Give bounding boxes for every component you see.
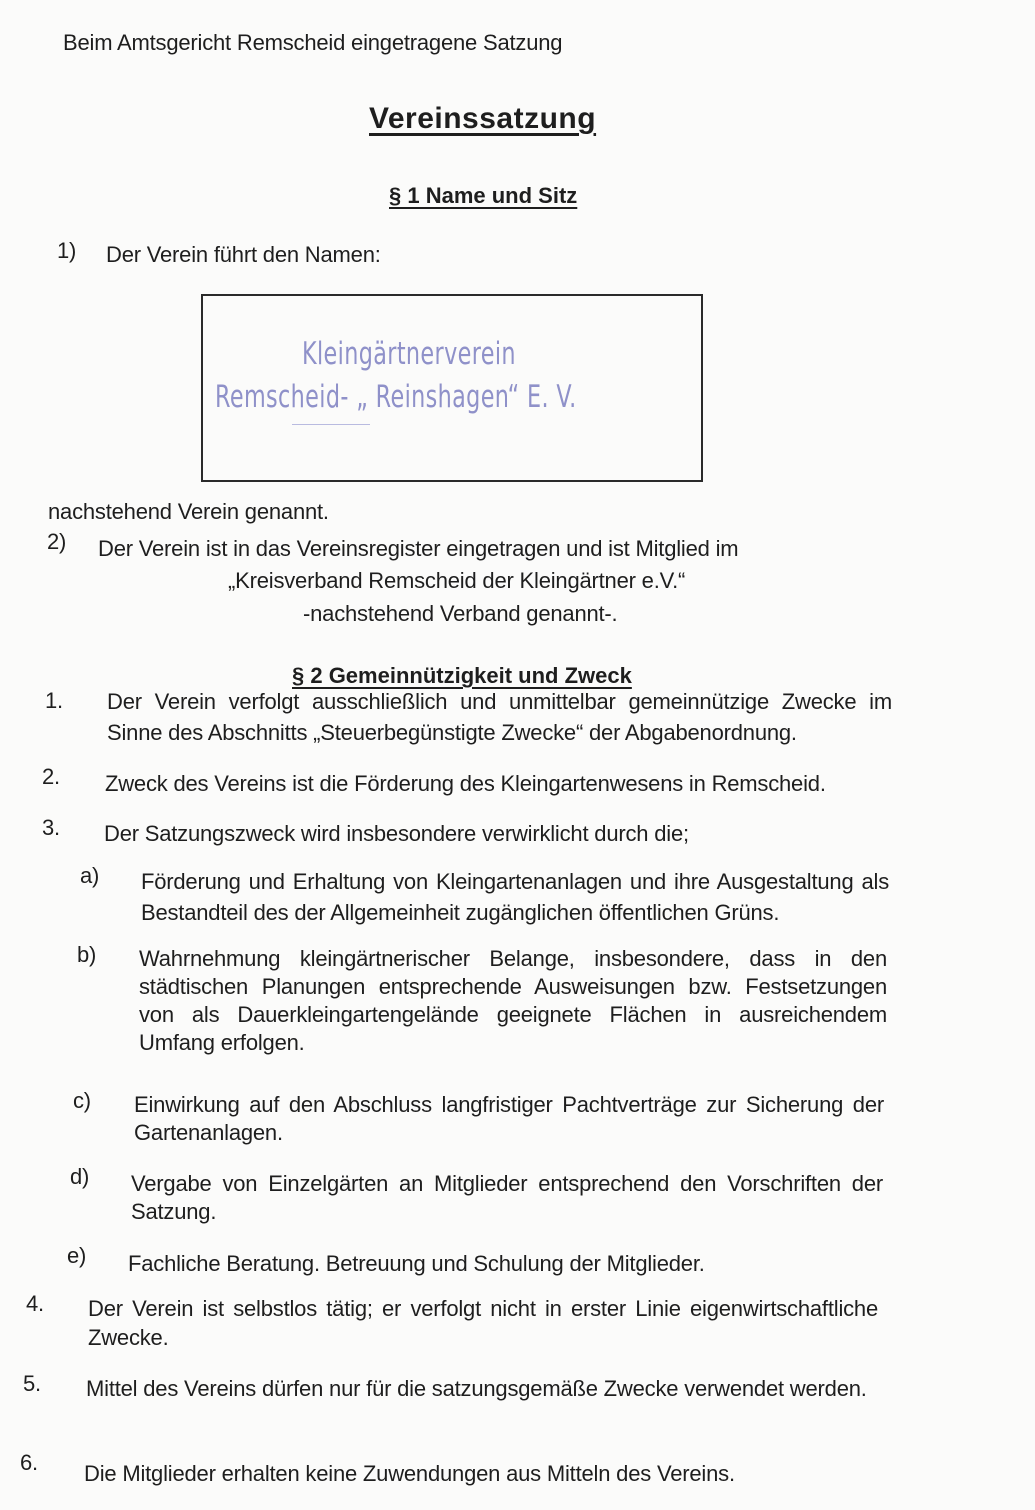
stamp-underline [292,424,370,425]
s1-item1-text: Der Verein führt den Namen: [106,242,381,267]
stamp-text-line1: Kleingärtnerverein [302,336,516,372]
s2-subitem-letter: b) [77,942,97,967]
s2-item-number: 5. [23,1371,41,1396]
s2-item-number: 3. [42,815,60,840]
s2-item-number: 2. [42,764,60,789]
s1-item2-text: Der Verein ist in das Vereinsregister eingetragen und ist Mitglied im [98,536,739,561]
s2-item-number: 4. [26,1291,44,1316]
s2-subitem-text: Einwirkung auf den Abschluss langfristiger Pachtverträge zur Sicherung der Gartenanlagen. [134,1092,884,1145]
section-2-heading: § 2 Gemeinnützigkeit und Zweck [292,663,632,688]
document-title: Vereinssatzung [369,102,597,135]
s1-after-stamp: nachstehend Verein genannt. [48,499,329,524]
s2-item-text: Der Verein ist selbstlos tätig; er verfolgt nicht in erster Linie eigenwirtschaftliche Zwecke. [88,1296,878,1350]
s2-item-number: 1. [45,688,63,713]
s2-item-text: Mittel des Vereins dürfen nur für die satzungsgemäße Zwecke verwendet werden. [86,1376,867,1401]
s2-subitem-letter: d) [70,1164,90,1189]
s2-subitem-text: Vergabe von Einzelgärten an Mitglieder entsprechend den Vorschriften der Satzung. [131,1171,883,1224]
s1-item2-line3: -nachstehend Verband genannt-. [303,601,618,626]
s2-item-number: 6. [20,1450,38,1475]
s2-item-text: Der Satzungszweck wird insbesondere verwirklicht durch die; [104,821,689,846]
header-note: Beim Amtsgericht Remscheid eingetragene Satzung [63,30,563,55]
stamp-text-line2: Remscheid- „ Reinshagen“ E. V. [215,379,577,415]
s2-subitem-letter: e) [67,1243,87,1268]
s2-item-text: Die Mitglieder erhalten keine Zuwendungen aus Mitteln des Vereins. [84,1461,735,1486]
s2-item-text: Der Verein verfolgt ausschließlich und unmittelbar gemeinnützige Zwecke im Sinne des Abschnitts „Steuerbegünstigte Zwecke“ der Abgabenordnung. [107,689,892,745]
s2-subitem-text: Fachliche Beratung. Betreuung und Schulung der Mitglieder. [128,1251,705,1276]
s2-subitem-letter: a) [80,863,100,888]
s2-item-text: Zweck des Vereins ist die Förderung des Kleingartenwesens in Remscheid. [105,771,826,796]
s1-item2-number: 2) [47,529,67,554]
s1-item2-line2: „Kreisverband Remscheid der Kleingärtner e.V.“ [228,568,686,593]
s1-item1-number: 1) [57,238,77,263]
s2-subitem-text: Förderung und Erhaltung von Kleingartenanlagen und ihre Ausgestaltung als Bestandteil des der Allgemeinheit zugänglichen öffentlichen Grüns. [141,869,889,925]
section-1-heading: § 1 Name und Sitz [389,183,578,208]
s2-subitem-text: Wahrnehmung kleingärtnerischer Belange, insbesondere, dass in den städtischen Planungen entsprechende Ausweisungen bzw. Festsetzungen von als Dauerkleingartengelände geeignete Flächen in ausreichendem Umfang erfolgen. [139,946,887,1055]
s2-subitem-letter: c) [73,1088,91,1113]
